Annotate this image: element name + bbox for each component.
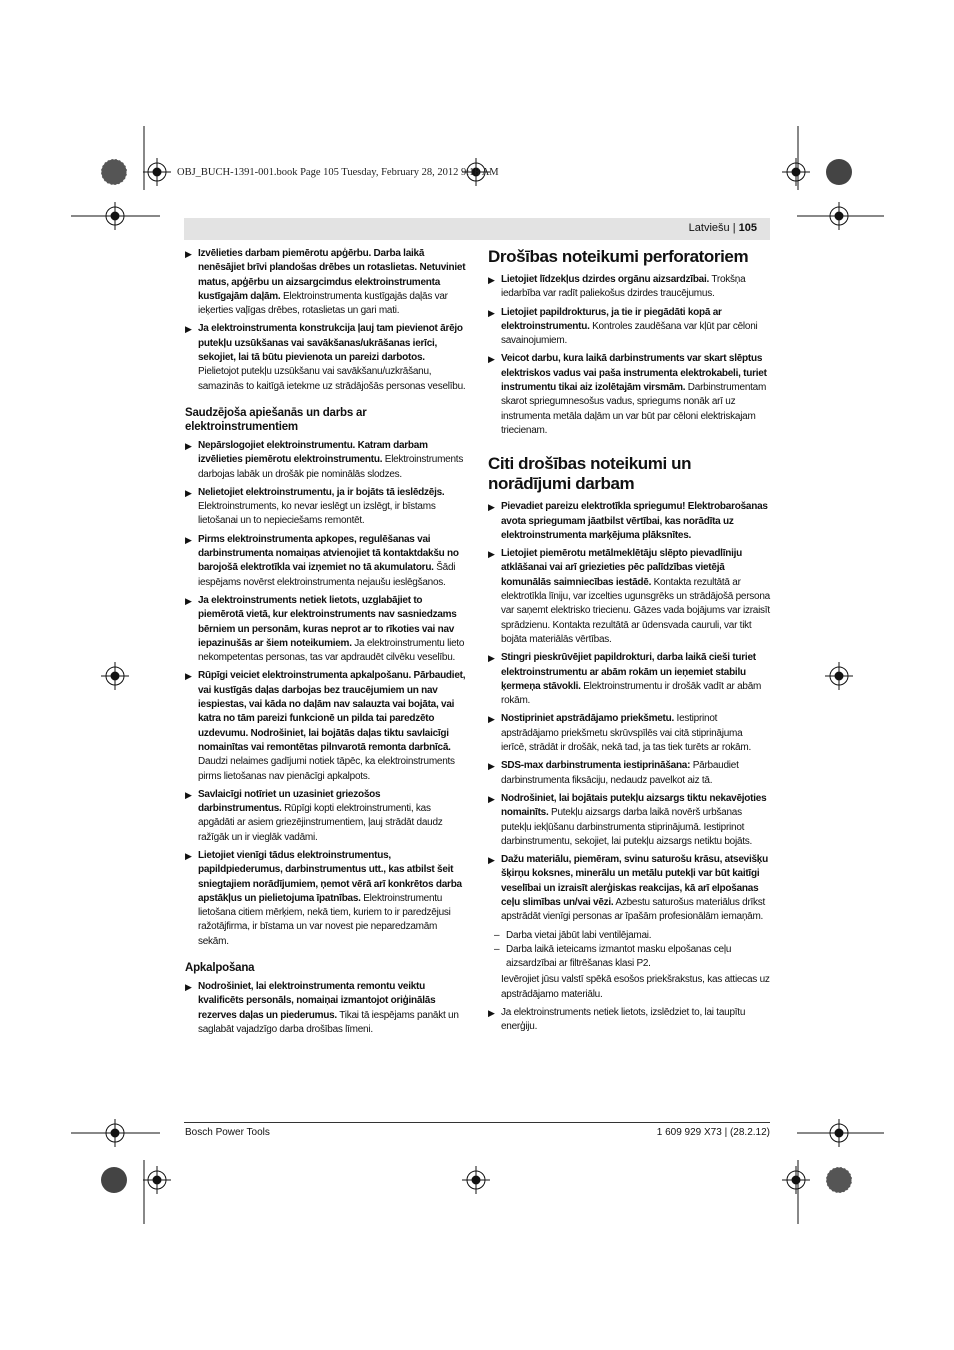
dash-item-text: Darba laikā ieteicams izmantot masku elpošanas ceļu aizsardzībai ar filtrēšanas klasi P2. — [506, 943, 732, 970]
item-text: Kontroles zaudēšana var kļūt par cēloni savainojumiem. — [501, 320, 758, 347]
book-slug: OBJ_BUCH-1391-001.book Page 105 Tuesday, February 28, 2012 9:18 AM — [177, 167, 499, 178]
item-text: Rūpīgi kopti elektroinstrumenti, kas apgādāti ar asiem griezējinstrumentiem, ļauj strādāt daudz ražīgāk un ir vieglāk vadāmi. — [198, 803, 443, 843]
item-text: Elektroinstrumentu lietošana citiem mērķiem, nekā tiem, kuriem to ir paredzējusi ražotājfirma, ir bīstama un var novest pie neparedzamām sekām. — [198, 892, 451, 947]
item-bold-text: Stingri pieskrūvējiet papildrokturi, darba laikā cieši turiet elektroinstrumentu ar abām rokām un ieņemiet stabilu ķermeņa stāvokli. — [501, 652, 756, 692]
bullet-arrow-icon: ▶ — [185, 982, 192, 993]
bullet-arrow-icon: ▶ — [185, 324, 192, 335]
list-item — [488, 792, 770, 849]
list-item — [488, 759, 770, 788]
item-text: Elektroinstruments darbojas labāk un drošāk pie nominālās slodzes. — [198, 454, 464, 480]
handling-list — [185, 439, 466, 949]
list-item — [488, 547, 770, 647]
dash-item — [488, 943, 770, 972]
footer-rule — [184, 1122, 770, 1123]
item-text: Elektroinstruments, ko nevar ieslēgt un izslēgt, ir bīstams lietošanai un to nepieciešams remontēt. — [198, 501, 436, 527]
dash-list — [488, 929, 770, 972]
item-bold-text: Izvēlieties darbam piemērotu apģērbu. Darba laikā nenēsājiet brīvi plandošas drēbes un rotaslietas. Netuviniet matus, apģērbu un aizsargcimdus elektroinstrumenta kustīgajām daļām. — [198, 248, 466, 302]
list-item — [488, 712, 770, 755]
list-item — [185, 669, 466, 783]
item-text: Ja elektroinstrumentu lieto nekompetentas personas, tas var apdraudēt cilvēku veselību. — [198, 637, 465, 664]
bullet-arrow-icon: ▶ — [488, 307, 495, 318]
dash-item — [488, 929, 770, 943]
page-header — [184, 218, 770, 240]
list-item — [488, 1006, 770, 1035]
dash-item-text: Darba vietai jābūt labi ventilējamai. — [506, 929, 652, 941]
list-item — [185, 594, 466, 665]
bullet-arrow-icon: ▶ — [488, 761, 495, 772]
item-bold-text: Nodrošiniet, lai bojātais putekļu aizsargs tiktu nekavējoties nomainīts. — [501, 792, 767, 819]
bullet-arrow-icon: ▶ — [488, 653, 495, 664]
item-text: Elektroinstrumentu ir drošāk vadīt ar abām rokām. — [501, 680, 762, 707]
item-text: Daudzi nelaimes gadījumi notiek tāpēc, ka elektroinstruments pirms lietošanas nav pienācīgi apkalpots. — [198, 756, 455, 782]
header-separator: | — [732, 222, 736, 234]
list-item — [185, 788, 466, 845]
bullet-arrow-icon: ▶ — [488, 354, 495, 365]
item-bold-text: Rūpīgi veiciet elektroinstrumenta apkalpošanu. Pārbaudiet, vai kustīgās daļas darbojas bez traucējumiem un nav iespiestas, vai kāda no daļām nav salauzta vai bojāta, vai katra no tām pareizi funkcionē un pilda tai paredzēto uzdevumu. Nodrošiniet, lai bojātās daļas tiktu savlaicīgi nomainītas vai remontētas pilnvarotā remonta darbnīcā. — [198, 670, 466, 753]
item-text: Iestiprinot apstrādājamo priekšmetu skrūvspīlēs vai citā stiprinājuma ierīcē, strādāt ir drošāk, nekā tad, ja tas tiek turēts ar rokām. — [501, 713, 751, 754]
bullet-arrow-icon: ▶ — [488, 1008, 495, 1019]
header-language: Latviešu — [688, 222, 730, 234]
item-text: Kontakta rezultātā ar elektrotīkla līniju, var izcelties ugunsgrēks un strādājošā persona var saņemt elektrisko triecienu. Gāzes vada bojājums var izraisīt sprādzienu. Kontakta rezultātā ar ūdensvada cauruli, var tikt bojāta materiālās vērtības. — [501, 576, 770, 645]
bullet-arrow-icon: ▶ — [488, 714, 495, 725]
final-list — [488, 1006, 770, 1035]
section-heading-service: Apkalpošana — [185, 962, 255, 975]
item-text: Pielietojot putekļu uzsūkšanu vai savākšanu/uzkrāšanu, samazinās to kaitīgā ietekme uz strādājošās personas veselību. — [198, 366, 466, 392]
item-bold-text: Savlaicīgi notīriet un uzasiniet griezošos darbinstrumentus. — [198, 788, 381, 815]
regulations-note: Ievērojiet jūsu valstī spēkā esošos priekšrakstus, kas attiecas uz apstrādājamo materiālu. — [501, 974, 770, 1000]
bullet-arrow-icon: ▶ — [185, 789, 192, 800]
bullet-arrow-icon: ▶ — [185, 534, 192, 545]
item-bold-text: Nostipriniet apstrādājamo priekšmetu. — [501, 713, 675, 725]
item-text: Darbinstrumentam skarot spriegumnesošus vadus, spriegums nonāk arī uz instrumenta metāla daļām un var būt par cēloni elektriskajam triecienam. — [501, 382, 767, 436]
dash-marker: – — [494, 929, 500, 941]
footer-doc-number: 1 609 929 X73 | (28.2.12) — [656, 1127, 770, 1138]
item-bold-text: Nelietojiet elektroinstrumentu, ja ir bojāts tā ieslēdzējs. — [198, 486, 445, 498]
item-bold-text: Dažu materiālu, piemēram, svinu saturošu krāsu, atsevišķu šķirņu koksnes, minerālu un metālu putekļi var būt kaitīgi veselībai un izraisīt alerģiskas reakcijas, kā arī elpošanas ceļu slimības un/vai vēzi. — [501, 854, 768, 908]
section-heading-handling: Saudzējoša apiešanās un darbs ar elektroinstrumentiem — [185, 406, 367, 433]
item-bold-text: Ja elektroinstruments netiek lietots, uzglabājiet to piemērotā vietā, kur elektroinstruments nav sasniedzams bērniem un personām, kuras neprot ar to rīkoties vai nav iepazinušās ar šiem noteikumiem. — [198, 594, 457, 649]
list-item — [185, 247, 466, 318]
left-column — [185, 247, 466, 1041]
item-bold-text: Pievadiet pareizu elektrotīkla spriegumu! Elektrobarošanas avota spriegumam jāatbilst vērtībai, kas norādīta uz elektroinstrumenta marķējuma plāksnītes. — [501, 501, 768, 541]
item-bold-text: Veicot darbu, kura laikā darbinstruments var skart slēptus elektriskos vadus vai paša instrumenta elektrokabeli, turiet instrumentu tikai aiz izolētajām virsmām. — [501, 353, 767, 394]
item-bold-text: Pirms elektroinstrumenta apkopes, regulēšanas vai darbinstrumenta nomaiņas atvienojiet tā kontaktdakšu no barojošā elektrotīkla vai izņemiet no tā akumulatoru. — [198, 533, 459, 574]
item-text: Elektroinstrumenta kustīgajās daļās var ieķerties vaļīgas drēbes, rotaslietas un gari mati. — [198, 290, 448, 317]
bullet-arrow-icon: ▶ — [185, 249, 192, 259]
footer-brand: Bosch Power Tools — [185, 1127, 270, 1138]
right-column — [488, 247, 770, 1039]
item-text: Trokšņa iedarbība var radīt paliekošus dzirdes traucējumus. — [501, 274, 746, 300]
bullet-arrow-icon: ▶ — [185, 595, 192, 606]
bullet-arrow-icon: ▶ — [488, 793, 495, 804]
dash-marker: – — [494, 943, 500, 955]
list-item — [185, 533, 466, 590]
item-bold-text: Lietojiet papildrokturus, ja tie ir piegādāti kopā ar elektroinstrumentu. — [501, 306, 722, 332]
list-item — [185, 486, 466, 529]
section-heading-additional-safety: Citi drošības noteikumi un norādījumi darbam — [488, 454, 692, 494]
item-bold-text: Lietojiet piemērotu metālmeklētāju slēpto pievadlīniju atklāšanai vai arī griezieties pēc palīdzības vietējā komunālās saimniecības iestādē. — [501, 548, 743, 588]
service-list — [185, 980, 466, 1037]
bullet-arrow-icon: ▶ — [488, 275, 495, 285]
bullet-arrow-icon: ▶ — [185, 850, 192, 861]
item-text: Ja elektroinstruments netiek lietots, izslēdziet to, lai taupītu enerģiju. — [501, 1007, 746, 1033]
list-item — [488, 500, 770, 543]
bullet-arrow-icon: ▶ — [488, 502, 495, 513]
list-item — [488, 651, 770, 708]
item-bold-text: Lietojiet vienīgi tādus elektroinstrumentus, papildpiederumus, darbinstrumentus utt., kas atbilst šeit sniegtajiem norādījumiem, ņemot vērā arī konkrētos darba apstākļus un pielietojuma īpatnības. — [198, 849, 462, 904]
item-bold-text: Nodrošiniet, lai elektroinstrumenta remontu veiktu kvalificēts personāls, nomaiņai izmantojot oriģinālās rezerves daļas un piederumus. — [198, 981, 436, 1021]
item-text: Šādi iespējams novērst elektroinstrumenta nejaušu ieslēgšanos. — [198, 562, 456, 588]
item-text: Putekļu aizsargs darba laikā novērš urbšanas putekļu iekļūšanu darbinstrumenta stiprinājumā. Iestiprinot darbinstrumentu, sekojiet, lai putekļu aizsargs netiktu bojāts. — [501, 807, 753, 847]
section-heading-hammer-safety: Drošības noteikumi perforatoriem — [488, 247, 749, 266]
header-text — [689, 222, 757, 234]
item-bold-text: Ja elektroinstrumenta konstrukcija ļauj tam pievienot ārējo putekļu uzsūkšanas vai savākšanas/ukrāšanas ierīci, sekojiet, lai tā būtu pievienota un pareizi darbotos. — [198, 323, 463, 364]
additional-safety-list — [488, 500, 770, 924]
item-bold-text: Nepārslogojiet elektroinstrumentu. Katram darbam izvēlieties piemērotu elektroinstrumentu. — [198, 439, 428, 466]
list-item — [185, 980, 466, 1037]
list-item — [488, 306, 770, 349]
bullet-arrow-icon: ▶ — [185, 671, 192, 682]
bullet-arrow-icon: ▶ — [488, 855, 495, 866]
bullet-arrow-icon: ▶ — [488, 549, 495, 560]
list-item — [488, 273, 770, 302]
item-bold-text: Lietojiet līdzekļus dzirdes orgānu aizsardzībai. — [501, 274, 710, 285]
intro-list — [185, 247, 466, 394]
page-number: 105 — [738, 222, 757, 234]
bullet-arrow-icon: ▶ — [185, 440, 192, 451]
hammer-safety-list — [488, 273, 770, 438]
item-text: Tikai tā iespējams panākt un saglabāt vajadzīgo darba drošības līmeni. — [198, 1009, 459, 1035]
list-item — [185, 322, 466, 393]
bullet-arrow-icon: ▶ — [185, 487, 192, 498]
list-item — [185, 439, 466, 482]
list-item — [488, 352, 770, 438]
list-item — [185, 849, 466, 949]
list-item — [488, 853, 770, 924]
item-bold-text: SDS-max darbinstrumenta iestiprināšana: — [501, 760, 691, 772]
item-text: Azbestu saturošus materiālus drīkst apstrādāt vienīgi personas ar īpašām profesionālām iemaņām. — [501, 896, 766, 923]
item-text: Pārbaudiet darbinstrumenta fiksāciju, nedaudz pavelkot aiz tā. — [501, 760, 739, 786]
